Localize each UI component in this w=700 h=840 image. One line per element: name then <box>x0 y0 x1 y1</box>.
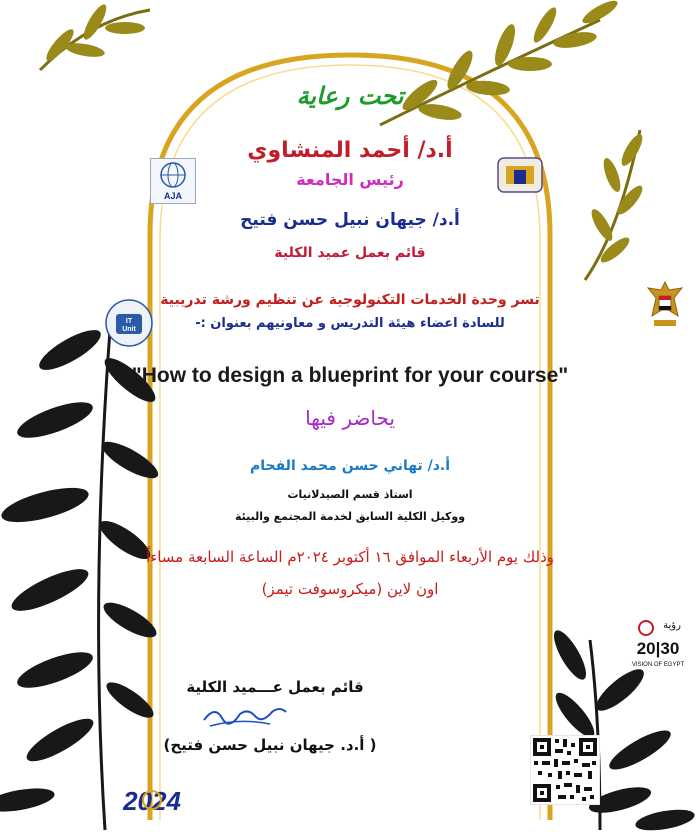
egypt-vision-2030-logo <box>628 616 688 674</box>
patron-title: رئيس الجامعة <box>296 170 404 189</box>
lecturer-role-1: استاذ قسم الصيدلانيات <box>287 488 413 501</box>
patron-name: أ.د/ أحمد المنشاوي <box>247 138 453 163</box>
aja-logo-text: AJA <box>163 191 182 201</box>
lecturer-name: أ.د/ تهاني حسن محمد الفحام <box>250 458 450 474</box>
lecturer-heading: يحاضر فيها <box>305 406 395 430</box>
event-datetime: وذلك يوم الأربعاء الموافق ١٦ أكتوبر ٢٠٢٤م الساعة السابعة مساءاً <box>146 548 554 566</box>
signature-name: ( أ.د. جيهان نبيل حسن فتيح) <box>163 736 377 754</box>
year-text: 2024 <box>123 786 181 816</box>
announcement-line-2: للسادة اعضاء هيئة التدريس و معاونيهم بعنوان :- <box>195 316 505 331</box>
lecturer-role-2: ووكيل الكلية السابق لخدمة المجتمع والبيئة <box>234 510 466 523</box>
event-platform: اون لاين (ميكروسوفت تيمز) <box>261 580 439 598</box>
handwritten-signature <box>200 700 290 730</box>
signature-title: قائم بعمل عـــميد الكلية <box>186 678 364 696</box>
year-2024-logo <box>118 776 186 824</box>
qr-code[interactable] <box>530 735 600 805</box>
olive-branch-top-left <box>40 2 150 70</box>
svg-text:IT: IT <box>125 318 133 325</box>
vision-top-text: رؤية <box>663 620 681 631</box>
acting-dean-title: قائم بعمل عميد الكلية <box>274 245 426 261</box>
vision-text: 20|30 <box>636 639 680 658</box>
course-title: "How to design a blueprint for your course" <box>131 364 569 387</box>
svg-text:Unit: Unit <box>122 326 136 333</box>
vision-caption: VISION OF EGYPT <box>631 662 685 668</box>
dark-branch-left <box>0 323 163 830</box>
egypt-eagle-emblem-icon <box>644 278 686 330</box>
under-patronage-heading: تحت رعاية <box>296 82 404 110</box>
announcement-line-1: تسر وحدة الخدمات التكنولوجية عن تنظيم ورشة تدريبية <box>160 292 540 308</box>
acting-dean-name: أ.د/ جيهان نبيل حسن فتيح <box>240 210 460 230</box>
